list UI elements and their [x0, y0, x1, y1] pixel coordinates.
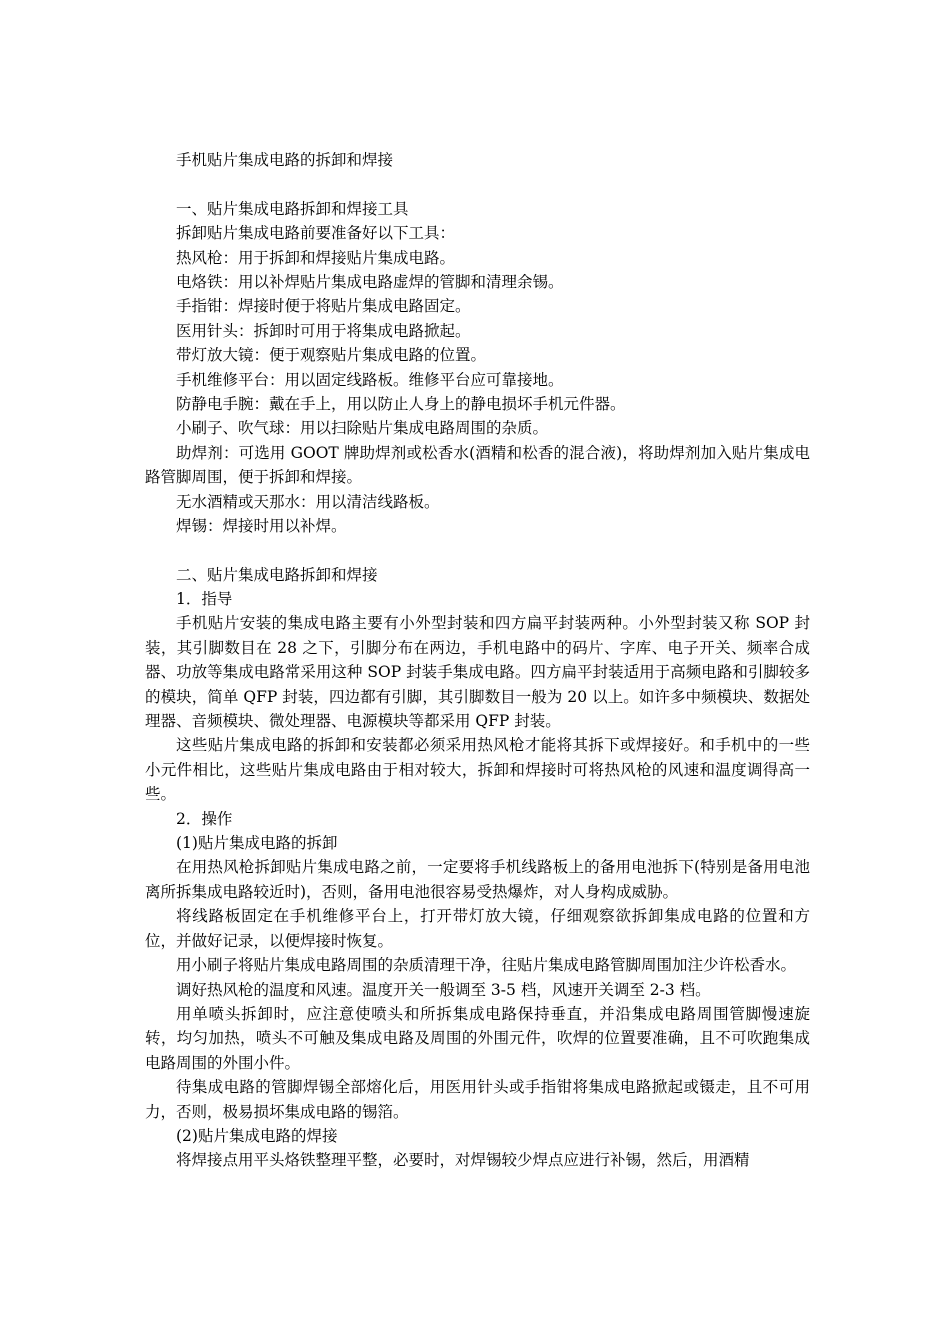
removal-paragraph-6: 待集成电路的管脚焊锡全部熔化后，用医用针头或手指钳将集成电路掀起或镊走，且不可用力，否则，极易损坏集成电路的锡箔。: [145, 1078, 810, 1121]
welding-paragraph-1: 将焊接点用平头烙铁整理平整，必要时，对焊锡较少焊点应进行补锡，然后，用酒精: [176, 1151, 750, 1170]
blank-line: [145, 172, 810, 196]
section1-heading: 一、贴片集成电路拆卸和焊接工具: [176, 199, 409, 218]
removal-paragraph-1: 在用热风枪拆卸贴片集成电路之前，一定要将手机线路板上的备用电池拆下(特别是备用电池离所拆集成电路较近时)，否则，备用电池很容易受热爆炸，对人身构成威胁。: [145, 858, 810, 901]
removal-paragraph-4: 调好热风枪的温度和风速。温度开关一般调至 3-5 档，风速开关调至 2-3 档。: [176, 980, 711, 999]
removal-paragraph-5: 用单喷头拆卸时，应注意使喷头和所拆集成电路保持垂直，并沿集成电路周围管脚慢速旋转，均匀加热，喷头不可触及集成电路及周围的外围元件，吹焊的位置要准确，且不可吹跑集成电路周围的外围小件。: [145, 1004, 810, 1072]
tool-item: 防静电手腕：戴在手上，用以防止人身上的静电损坏手机元件器。: [176, 394, 626, 413]
removal-paragraph-3: 用小刷子将贴片集成电路周围的杂质清理干净，往贴片集成电路管脚周围加注少许松香水。: [176, 956, 797, 975]
tool-item: 医用针头：拆卸时可用于将集成电路掀起。: [176, 321, 471, 340]
welding-heading: (2)贴片集成电路的焊接: [176, 1126, 338, 1145]
solder-item: 焊锡：焊接时用以补焊。: [176, 516, 347, 535]
tool-item: 手机维修平台：用以固定线路板。维修平台应可靠接地。: [176, 370, 564, 389]
alcohol-item: 无水酒精或天那水：用以清洁线路板。: [176, 492, 440, 511]
section2-heading: 二、贴片集成电路拆卸和焊接: [176, 565, 378, 584]
tool-item: 手指钳：焊接时便于将贴片集成电路固定。: [176, 297, 471, 316]
guide-paragraph-2: 这些贴片集成电路的拆卸和安装都必须采用热风枪才能将其拆下或焊接好。和手机中的一些小元件相比，这些贴片集成电路由于相对较大，拆卸和焊接时可将热风枪的风速和温度调得高一些。: [145, 736, 810, 804]
tool-item: 带灯放大镜：便于观察贴片集成电路的位置。: [176, 346, 487, 365]
flux-paragraph: 助焊剂：可选用 GOOT 牌助焊剂或松香水(酒精和松香的混合液)，将助焊剂加入贴片集成电路管脚周围，便于拆卸和焊接。: [145, 443, 810, 487]
blank-line: [145, 538, 810, 562]
guide-paragraph-1: 手机贴片安装的集成电路主要有小外型封装和四方扁平封装两种。小外型封装又称 SOP 封装，其引脚数目在 28 之下，引脚分布在两边，手机电路中的码片、字库、电子开关、频率合成器、功放等集成电路常采用这种 SOP 封装手集成电路。四方扁平封装适用于高频电路和引脚较多的模块，简单 QFP 封装，四边都有引脚，其引脚数目一般为 20 以上。如许多中频模块、数据处理器、音频模块、微处理器、电源模块等都采用 QFP 封装。: [145, 614, 810, 731]
tool-item: 热风枪：用于拆卸和焊接贴片集成电路。: [176, 248, 456, 267]
removal-paragraph-2: 将线路板固定在手机维修平台上，打开带灯放大镜，仔细观察欲拆卸集成电路的位置和方位，并做好记录，以便焊接时恢复。: [145, 907, 810, 950]
operation-heading: 2．操作: [176, 809, 233, 828]
guide-heading: 1．指导: [176, 590, 233, 609]
tool-item: 小刷子、吹气球：用以扫除贴片集成电路周围的杂质。: [176, 419, 549, 438]
document-title: 手机贴片集成电路的拆卸和焊接: [176, 151, 394, 169]
section1-intro: 拆卸贴片集成电路前要准备好以下工具：: [176, 224, 456, 243]
document-body: [145, 148, 810, 1173]
tool-item: 电烙铁：用以补焊贴片集成电路虚焊的管脚和清理余锡。: [176, 272, 564, 291]
removal-heading: (1)贴片集成电路的拆卸: [176, 834, 338, 853]
